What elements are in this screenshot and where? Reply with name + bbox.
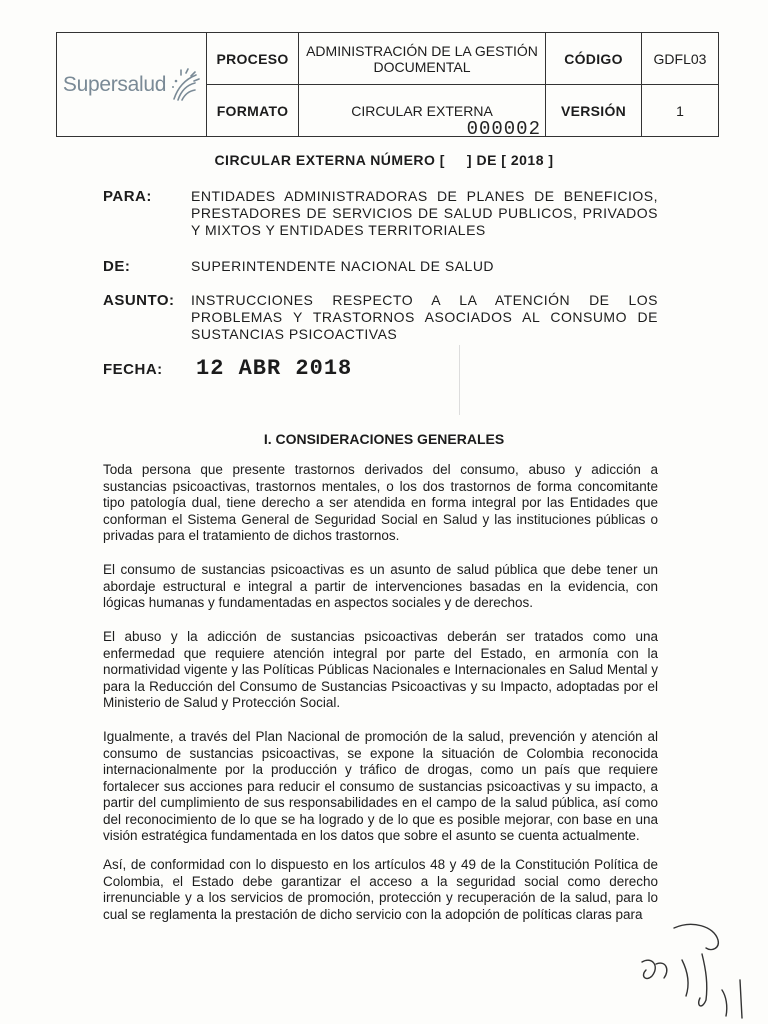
proceso-value: ADMINISTRACIÓN DE LA GESTIÓN DOCUMENTAL xyxy=(299,33,546,85)
circular-title: CIRCULAR EXTERNA NÚMERO [ ] DE [ 2018 ] xyxy=(214,152,554,168)
stamp-number: 000002 xyxy=(466,118,541,140)
de-label: DE: xyxy=(103,258,131,275)
sunburst-icon xyxy=(168,67,200,103)
section-title: I. CONSIDERACIONES GENERALES xyxy=(263,431,505,447)
formato-value: CIRCULAR EXTERNA xyxy=(351,102,493,119)
paragraph-3: El abuso y la adicción de sustancias psicoactivas deberán ser tratados como una enfermedad que requiere atención integral por parte del Estado, en armonía con la normatividad vigente y las Políticas Públicas Nacionales e Internacionales en Salud Mental y para la Reducción del Consumo de Sustancias Psicoactivas y su Impacto, adoptadas por el Ministerio de Salud y Protección Social. xyxy=(103,629,658,710)
para-value: ENTIDADES ADMINISTRADORAS DE PLANES DE BENEFICIOS, PRESTADORES DE SERVICIOS DE SALUD PUBLICOS, PRIVADOS Y MIXTOS Y ENTIDADES TERRITORIALES xyxy=(191,188,658,238)
scan-artifact-line xyxy=(459,345,460,415)
fecha-stamp: 12 ABR 2018 xyxy=(196,356,353,381)
asunto-label: ASUNTO: xyxy=(103,292,175,309)
paragraph-5: Así, de conformidad con lo dispuesto en los artículos 48 y 49 de la Constitución Política de Colombia, el Estado debe garantizar el acceso a la seguridad social como derecho irrenunciable y a los servicios de promoción, protección y recuperación de la salud, para lo cual se reglamenta la prestación de dicho servicio con la adopción de políticas claras para xyxy=(103,857,658,922)
formato-value-cell xyxy=(299,85,546,140)
paragraph-2: El consumo de sustancias psicoactivas es un asunto de salud pública que debe tener un abordaje estructural e integral a partir de intervenciones basadas en la evidencia, con lógicas humanas y fundamentadas en aspectos sociales y de derechos. xyxy=(103,562,658,610)
codigo-label: CÓDIGO xyxy=(546,33,642,85)
supersalud-logo xyxy=(61,67,202,103)
para-label: PARA: xyxy=(103,188,152,205)
paragraph-1: Toda persona que presente trastornos derivados del consumo, abuso y adicción a sustancias psicoactivas, trastornos mentales, o los dos trastornos de forma concomitante tipo patología dual, tiene derecho a ser atendida en forma integral por las Entidades que conforman el Sistema General de Seguridad Social en Salud y las instituciones públicas o privadas para el tratamiento de dichos trastornos. xyxy=(103,462,658,543)
logo-cell xyxy=(57,33,207,137)
version-value: 1 xyxy=(642,85,719,137)
asunto-value: INSTRUCCIONES RESPECTO A LA ATENCIÓN DE LOS PROBLEMAS Y TRASTORNOS ASOCIADOS AL CONSUMO DE SUSTANCIAS PSICOACTIVAS xyxy=(191,292,658,342)
version-label: VERSIÓN xyxy=(546,85,642,137)
handwritten-initials xyxy=(622,920,762,1020)
codigo-value: GDFL03 xyxy=(642,33,719,85)
paragraph-4: Igualmente, a través del Plan Nacional de promoción de la salud, prevención y atención al consumo de sustancias psicoactivas, se expone la situación de Colombia reconocida internacionalmente por la producción y tráfico de drogas, como un país que requiere fortalecer sus acciones para reducir el consumo de sustancias psicoactivas y su impacto, a partir del cumplimiento de sus responsabilidades en el campo de la salud pública, así como del reconocimiento de lo que se ha logrado y de lo que es posible mejorar, con base en una visión estratégica fundamentada en los datos que sobre el asunto se cuenta actualmente. xyxy=(103,729,658,843)
de-value: SUPERINTENDENTE NACIONAL DE SALUD xyxy=(191,258,495,274)
fecha-label: FECHA: xyxy=(103,361,163,378)
proceso-label: PROCESO xyxy=(207,33,299,85)
formato-label: FORMATO xyxy=(207,85,299,137)
document-header-table xyxy=(56,32,719,140)
logo-text: Supersalud xyxy=(62,72,167,96)
